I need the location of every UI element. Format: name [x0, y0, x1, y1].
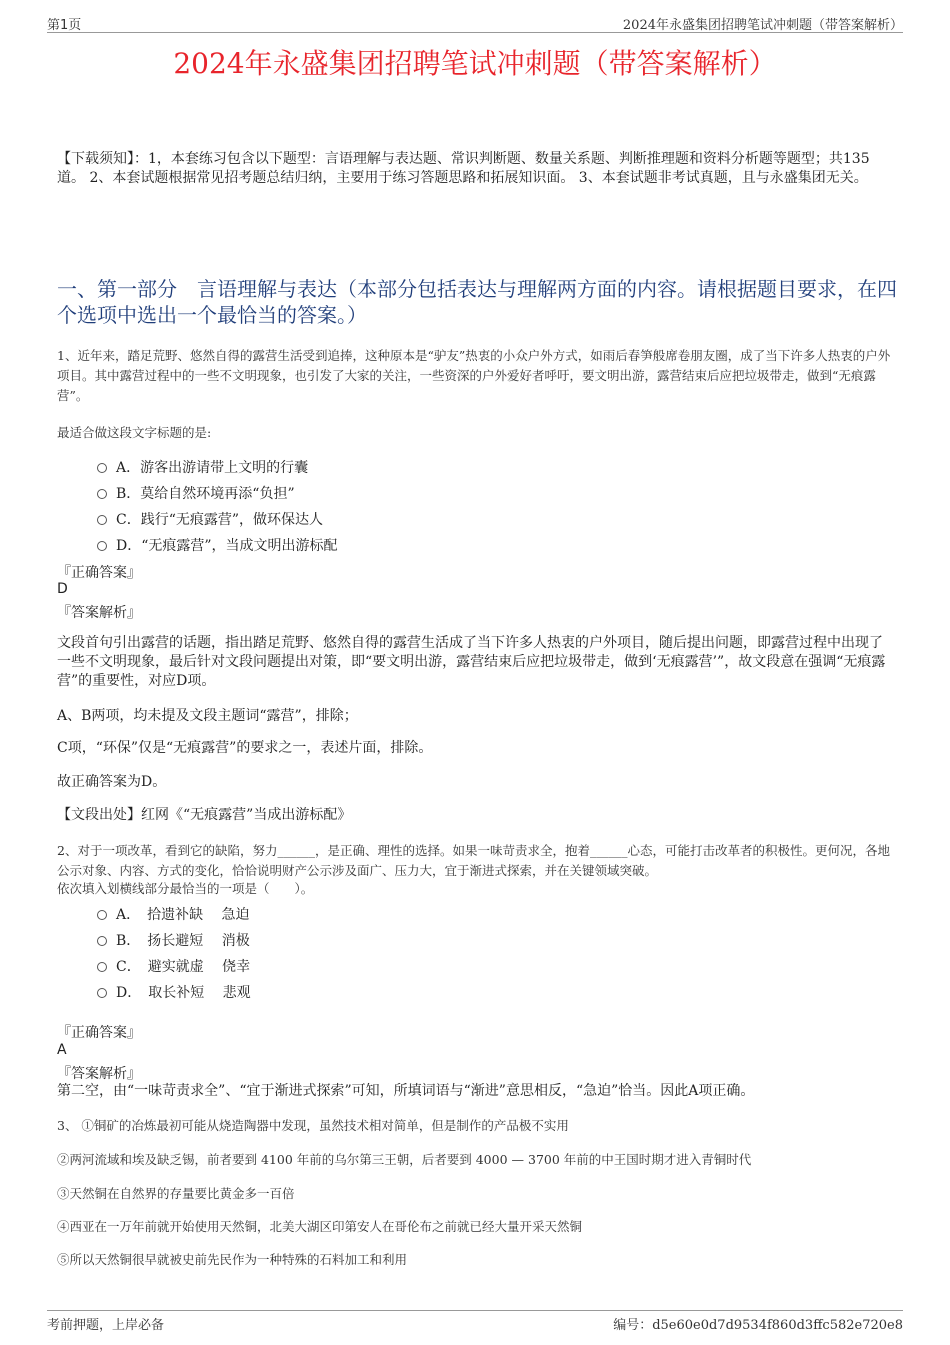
- question-1-prompt: 最适合做这段文字标题的是:: [57, 425, 212, 440]
- q1-option-a[interactable]: A．游客出游请带上文明的行囊: [97, 457, 308, 477]
- question-3-item-2: ②两河流域和埃及缺乏锡，前者要到 4100 年前的乌尔第三王朝，后者要到 4000 — 3700 年前的中王国时期才进入青铜时代: [57, 1152, 752, 1167]
- document-title: 2024年永盛集团招聘笔试冲刺题（带答案解析）: [173, 47, 777, 80]
- question-3-item-5: ⑤所以天然铜很早就被史前先民作为一种特殊的石料加工和利用: [57, 1252, 408, 1267]
- radio-icon[interactable]: [97, 463, 107, 473]
- question-3-item-4: ④西亚在一万年前就开始使用天然铜，北美大湖区印第安人在哥伦布之前就已经大量开采天然铜: [57, 1219, 583, 1234]
- q2-option-a[interactable]: A． 拾遗补缺 急迫: [97, 904, 250, 924]
- question-3-item-3: ③天然铜在自然界的存量要比黄金多一百倍: [57, 1186, 295, 1201]
- q1-option-d[interactable]: D．“无痕露营”，当成文明出游标配: [97, 535, 338, 555]
- radio-icon[interactable]: [97, 962, 107, 972]
- q1-answer-value: D: [57, 581, 68, 597]
- question-2-stem: 2、对于一项改革，看到它的缺陷，努力______，是正确、理性的选择。如果一味苛责求全，抱着______心态，可能打击改革者的积极性。更何况，各地公示对象、内容、方式的变化，恰恰说明财产公示涉及面广、压力大，宜于渐进式探索，并在关键领域突破。: [57, 843, 890, 878]
- radio-icon[interactable]: [97, 988, 107, 998]
- q1-analysis-label: 『答案解析』: [57, 605, 141, 621]
- q2-answer-value: A: [57, 1042, 67, 1058]
- download-notice: 【下载须知】：1，本套练习包含以下题型：言语理解与表达题、常识判断题、数量关系题、判断推理题和资料分析题等题型；共135道。 2、本套试题根据常见招考题总结归纳，主要用于练习答题思路和拓展知识面。 3、本套试题非考试真题，且与永盛集团无关。: [57, 151, 870, 186]
- radio-icon[interactable]: [97, 910, 107, 920]
- q1-analysis-c: C项，“环保”仅是“无痕露营”的要求之一，表述片面，排除。: [57, 740, 433, 756]
- q1-option-c[interactable]: C．践行“无痕露营”，做环保达人: [97, 509, 323, 529]
- q2-option-d[interactable]: D． 取长补短 悲观: [97, 982, 251, 1002]
- question-3-item-1: 3、 ①铜矿的冶炼最初可能从烧造陶器中发现，虽然技术相对简单，但是制作的产品极不实用: [57, 1118, 569, 1133]
- q1-analysis-conclusion: 故正确答案为D。: [57, 774, 167, 790]
- q1-analysis-paragraph: 文段首句引出露营的话题，指出踏足荒野、悠然自得的露营生活成了当下许多人热衷的户外项目，随后提出问题，即露营过程中出现了一些不文明现象，最后针对文段问题提出对策，即“要文明出游，露营结束后应把垃圾带走，做到‘无痕露营’”，故文段意在强调“无痕露营”的重要性，对应D项。: [57, 635, 886, 689]
- radio-icon[interactable]: [97, 489, 107, 499]
- radio-icon[interactable]: [97, 515, 107, 525]
- q1-option-b[interactable]: B．莫给自然环境再添“负担”: [97, 483, 295, 503]
- q1-analysis-ab: A、B两项，均未提及文段主题词“露营”，排除；: [57, 708, 358, 724]
- footer-divider: [47, 1310, 903, 1311]
- q2-analysis: 第二空，由“一味苛责求全”、“宜于渐进式探索”可知，所填词语与“渐进”意思相反，“急迫”恰当。因此A项正确。: [57, 1083, 755, 1099]
- header-divider: [47, 32, 903, 33]
- radio-icon[interactable]: [97, 936, 107, 946]
- q1-answer-label: 『正确答案』: [57, 565, 141, 581]
- question-2-prompt: 依次填入划横线部分最恰当的一项是（ ）。: [57, 881, 314, 896]
- section-heading: 一、第一部分 言语理解与表达（本部分包括表达与理解两方面的内容。请根据题目要求，在四个选项中选出一个最恰当的答案。）: [57, 277, 897, 327]
- q2-option-b[interactable]: B． 扬长避短 消极: [97, 930, 250, 950]
- question-1-stem: 1、近年来，踏足荒野、悠然自得的露营生活受到追捧，这种原本是“驴友”热衷的小众户外方式，如雨后春笋般席卷朋友圈，成了当下许多人热衷的户外项目。其中露营过程中的一些不文明现象，也引发了大家的关注，一些资深的户外爱好者呼吁，要文明出游，露营结束后应把垃圾带走，做到“无痕露营”。: [57, 348, 891, 403]
- q2-answer-label: 『正确答案』: [57, 1025, 141, 1041]
- radio-icon[interactable]: [97, 541, 107, 551]
- footer-slogan: 考前押题，上岸必备: [47, 1318, 165, 1333]
- footer-document-id: 编号：d5e60e0d7d9534f860d3ffc582e720e8: [613, 1318, 903, 1333]
- q2-option-c[interactable]: C． 避实就虚 侥幸: [97, 956, 250, 976]
- q2-analysis-label: 『答案解析』: [57, 1066, 141, 1082]
- page-number-label: 第1页: [47, 18, 82, 33]
- running-header-title: 2024年永盛集团招聘笔试冲刺题（带答案解析）: [622, 18, 903, 33]
- q1-source: 【文段出处】红网《“无痕露营”当成出游标配》: [57, 807, 352, 823]
